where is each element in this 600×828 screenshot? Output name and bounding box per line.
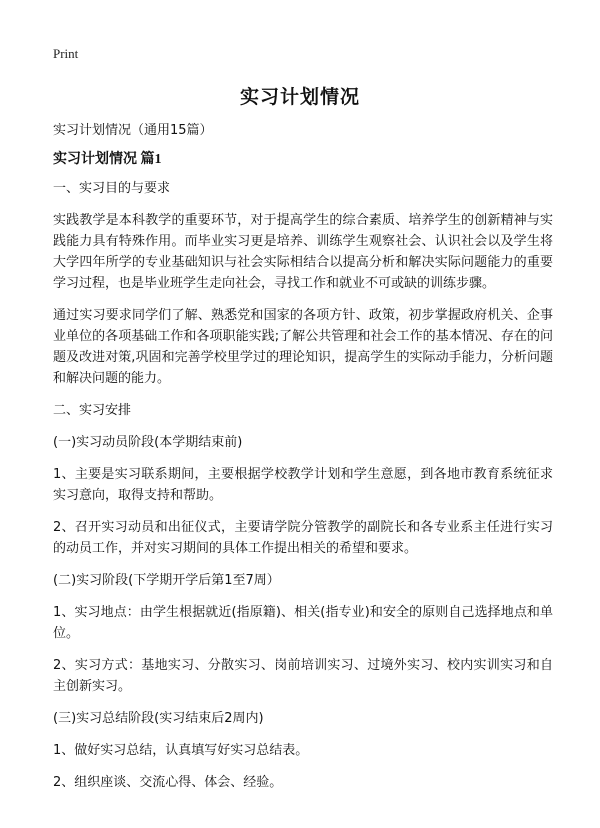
stage-heading-internship: (二)实习阶段(下学期开学后第1至7周） <box>53 573 280 588</box>
document-body <box>53 120 553 804</box>
print-link[interactable]: Print <box>53 46 79 61</box>
document-subtitle: 实习计划情况（通用15篇） <box>53 123 213 138</box>
paragraph-summary-2: 2、组织座谈、交流心得、体会、经验。 <box>53 775 283 790</box>
paragraph-internship-requirements: 通过实习要求同学们了解、熟悉党和国家的各项方针、政策，初步掌握政府机关、企事业单位的各项基础工作和各项职能实践;了解公共管理和社会工作的基本情况、存在的问题及改进对策,巩固和完善学校里学过的理论知识，提高学生的实际动手能力，分析问题和解决问题的能力。 <box>53 308 553 386</box>
paragraph-mobilization-1: 1、主要是实习联系期间，主要根据学校教学计划和学生意愿，到各地市教育系统征求实习意向，取得支持和帮助。 <box>53 467 553 503</box>
paragraph-internship-method: 2、实习方式：基地实习、分散实习、岗前培训实习、过境外实习、校内实训实习和自主创新实习。 <box>53 658 553 694</box>
section-heading-purpose: 一、实习目的与要求 <box>53 181 171 196</box>
stage-heading-mobilization: (一)实习动员阶段(本学期结束前) <box>53 435 243 450</box>
chapter-heading: 实习计划情况 篇1 <box>53 152 162 167</box>
paragraph-internship-location: 1、实习地点：由学生根据就近(指原籍)、相关(指专业)和安全的原则自己选择地点和单位。 <box>53 605 553 641</box>
stage-heading-summary: (三)实习总结阶段(实习结束后2周内) <box>53 711 264 726</box>
document-title: 实习计划情况 <box>239 86 360 108</box>
section-heading-arrangement: 二、实习安排 <box>53 403 132 418</box>
paragraph-mobilization-2: 2、召开实习动员和出征仪式，主要请学院分管教学的副院长和各专业系主任进行实习的动员工作，并对实习期间的具体工作提出相关的希望和要求。 <box>53 520 553 556</box>
paragraph-practice-teaching: 实践教学是本科教学的重要环节，对于提高学生的综合素质、培养学生的创新精神与实践能力具有特殊作用。而毕业实习更是培养、训练学生观察社会、认识社会以及学生将大学四年所学的专业基础知识与社会实际相结合以提高分析和解决实际问题能力的重要学习过程，也是毕业班学生走向社会，寻找工作和就业不可或缺的训练步骤。 <box>53 213 553 291</box>
paragraph-summary-1: 1、做好实习总结，认真填写好实习总结表。 <box>53 743 309 758</box>
